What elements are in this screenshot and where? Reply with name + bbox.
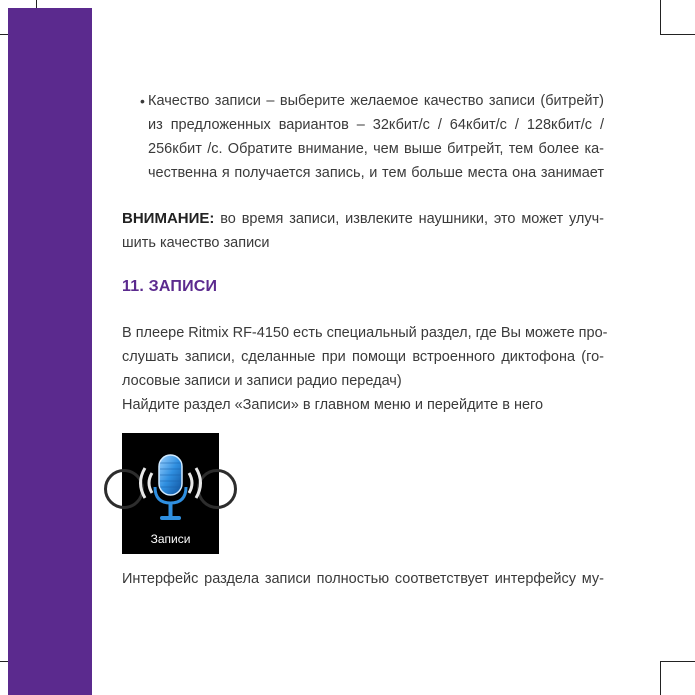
paragraph-line: Найдите раздел «Записи» в главном меню и перейдите в него	[122, 397, 544, 413]
attention-second-line: шить качество записи	[122, 235, 270, 251]
bullet-line: из предложенных вариантов – 32кбит/с / 64кбит/с / 128кбит/с /	[148, 117, 604, 133]
bullet-line: Качество записи – выберите желаемое качество записи (битрейт)	[148, 93, 604, 109]
paragraph-line: слушать записи, сделанные при помощи встроенного диктофона (го-	[122, 349, 604, 365]
crop-mark	[660, 34, 695, 35]
bullet-line: 256кбит /с. Обратите внимание, чем выше битрейт, тем более ка-	[148, 141, 604, 157]
attention-first-line	[122, 207, 604, 231]
closing-paragraph	[122, 567, 604, 591]
attention-label: ВНИМАНИЕ:	[122, 210, 215, 227]
microphone-icon	[122, 443, 219, 538]
recordings-label: Записи	[150, 532, 191, 546]
closing-line: Интерфейс раздела записи полностью соответствует интерфейсу му-	[122, 571, 604, 587]
side-color-band	[8, 8, 92, 695]
section-paragraph	[122, 321, 608, 417]
crop-mark	[660, 661, 661, 695]
bullet-dot: •	[140, 93, 145, 109]
bullet-line: чественна я получается запись, и тем больше места она занимает	[148, 165, 604, 181]
paragraph-line: В плеере Ritmix RF-4150 есть специальный раздел, где Вы можете про-	[122, 325, 608, 341]
bullet-item	[122, 89, 604, 185]
crop-mark	[660, 0, 661, 34]
attention-note	[122, 207, 604, 255]
attention-text: во время записи, извлеките наушники, это может улуч-	[214, 211, 604, 227]
paragraph-line: лосовые записи и записи радио передач)	[122, 373, 402, 389]
recordings-screen-image	[122, 433, 219, 554]
section-title: 11. ЗАПИСИ	[122, 278, 218, 295]
crop-mark	[660, 661, 695, 662]
